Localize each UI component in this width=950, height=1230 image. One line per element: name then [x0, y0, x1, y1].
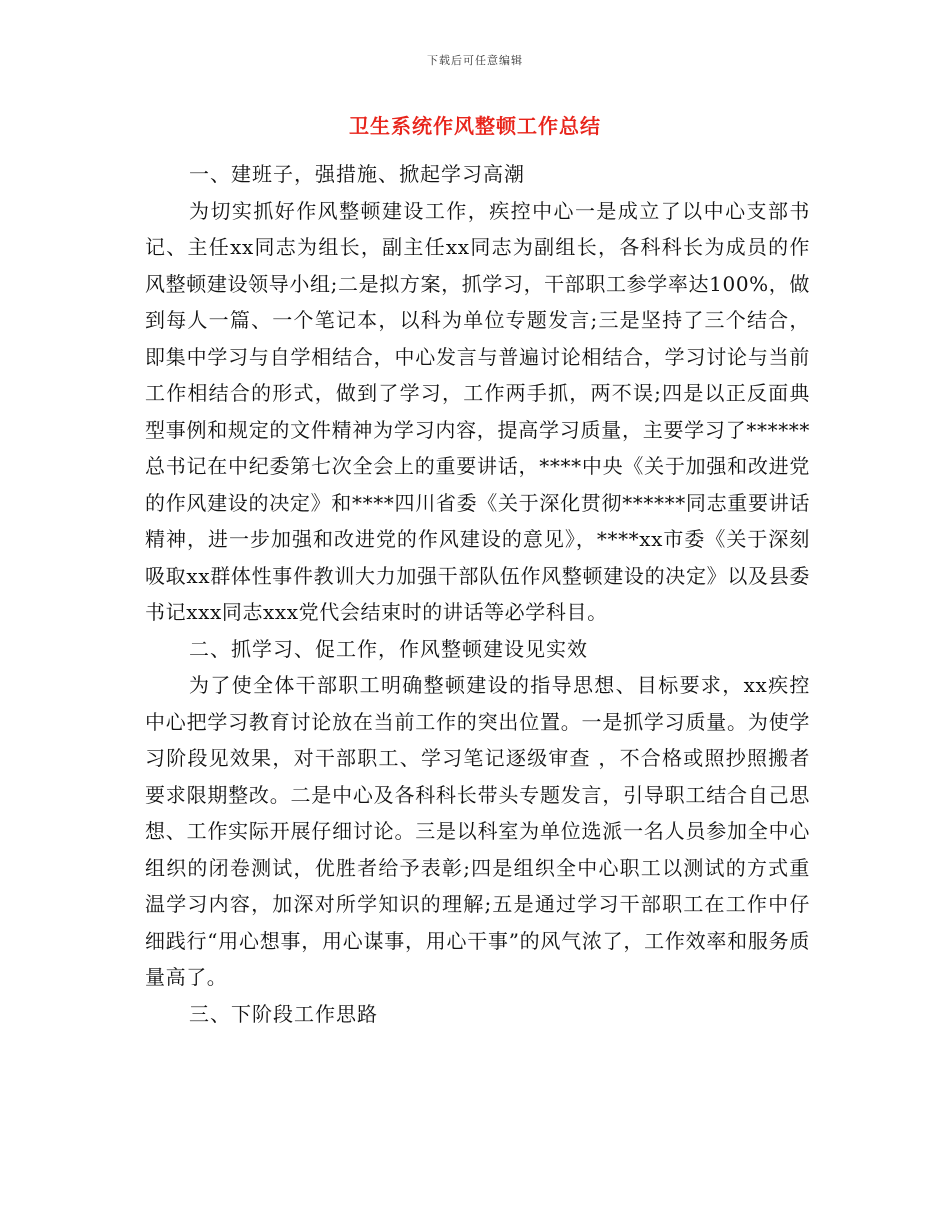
section-heading-1: 一、建班子，强措施、掀起学习高潮	[189, 162, 525, 186]
section-paragraph-2: 为了使全体干部职工明确整顿建设的指导思想、目标要求，xx疾控中心把学习教育讨论放在当前工作的突出位置。一是抓学习质量。为使学习阶段见效果，对干部职工、学习笔记逐级审查 ，不合格或照抄照搬者要求限期整改。二是中心及各科科长带头专题发言，引导职工结合自己思想、工作实际开展仔细讨论。三是以科室为单位选派一名人员参加全中心组织的闭卷测试，优胜者给予表彰;四是组织全中心职工以测试的方式重温学习内容，加深对所学知识的理解;五是通过学习干部职工在工作中仔细践行“用心想事，用心谋事，用心干事”的风气浓了，工作效率和服务质量高了。	[145, 673, 810, 989]
document-title: 卫生系统作风整顿工作总结	[349, 114, 601, 138]
section-paragraph-1: 为切实抓好作风整顿建设工作，疾控中心一是成立了以中心支部书记、主任xx同志为组长，副主任xx同志为副组长，各科科长为成员的作风整顿建设领导小组;二是拟方案，抓学习，干部职工参学率达100%，做到每人一篇、一个笔记本，以科为单位专题发言;三是坚持了三个结合，即集中学习与自学相结合，中心发言与普遍讨论相结合，学习讨论与当前工作相结合的形式，做到了学习，工作两手抓，两不误;四是以正反面典型事例和规定的文件精神为学习内容，提高学习质量，主要学习了******总书记在中纪委第七次全会上的重要讲话，****中央《关于加强和改进党的作风建设的决定》和****四川省委《关于深化贯彻******同志重要讲话精神，进一步加强和改进党的作风建设的意见》，****xx市委《关于深刻吸取xx群体性事件教训大力加强干部队伍作风整顿建设的决定》以及县委书记xxx同志xxx党代会结束时的讲话等必学科目。	[145, 198, 810, 624]
section-heading-2: 二、抓学习、促工作，作风整顿建设见实效	[189, 636, 588, 661]
section-heading-3: 三、下阶段工作思路	[189, 1001, 378, 1026]
document-body	[145, 156, 810, 1032]
header-note: 下载后可任意编辑	[427, 54, 523, 67]
